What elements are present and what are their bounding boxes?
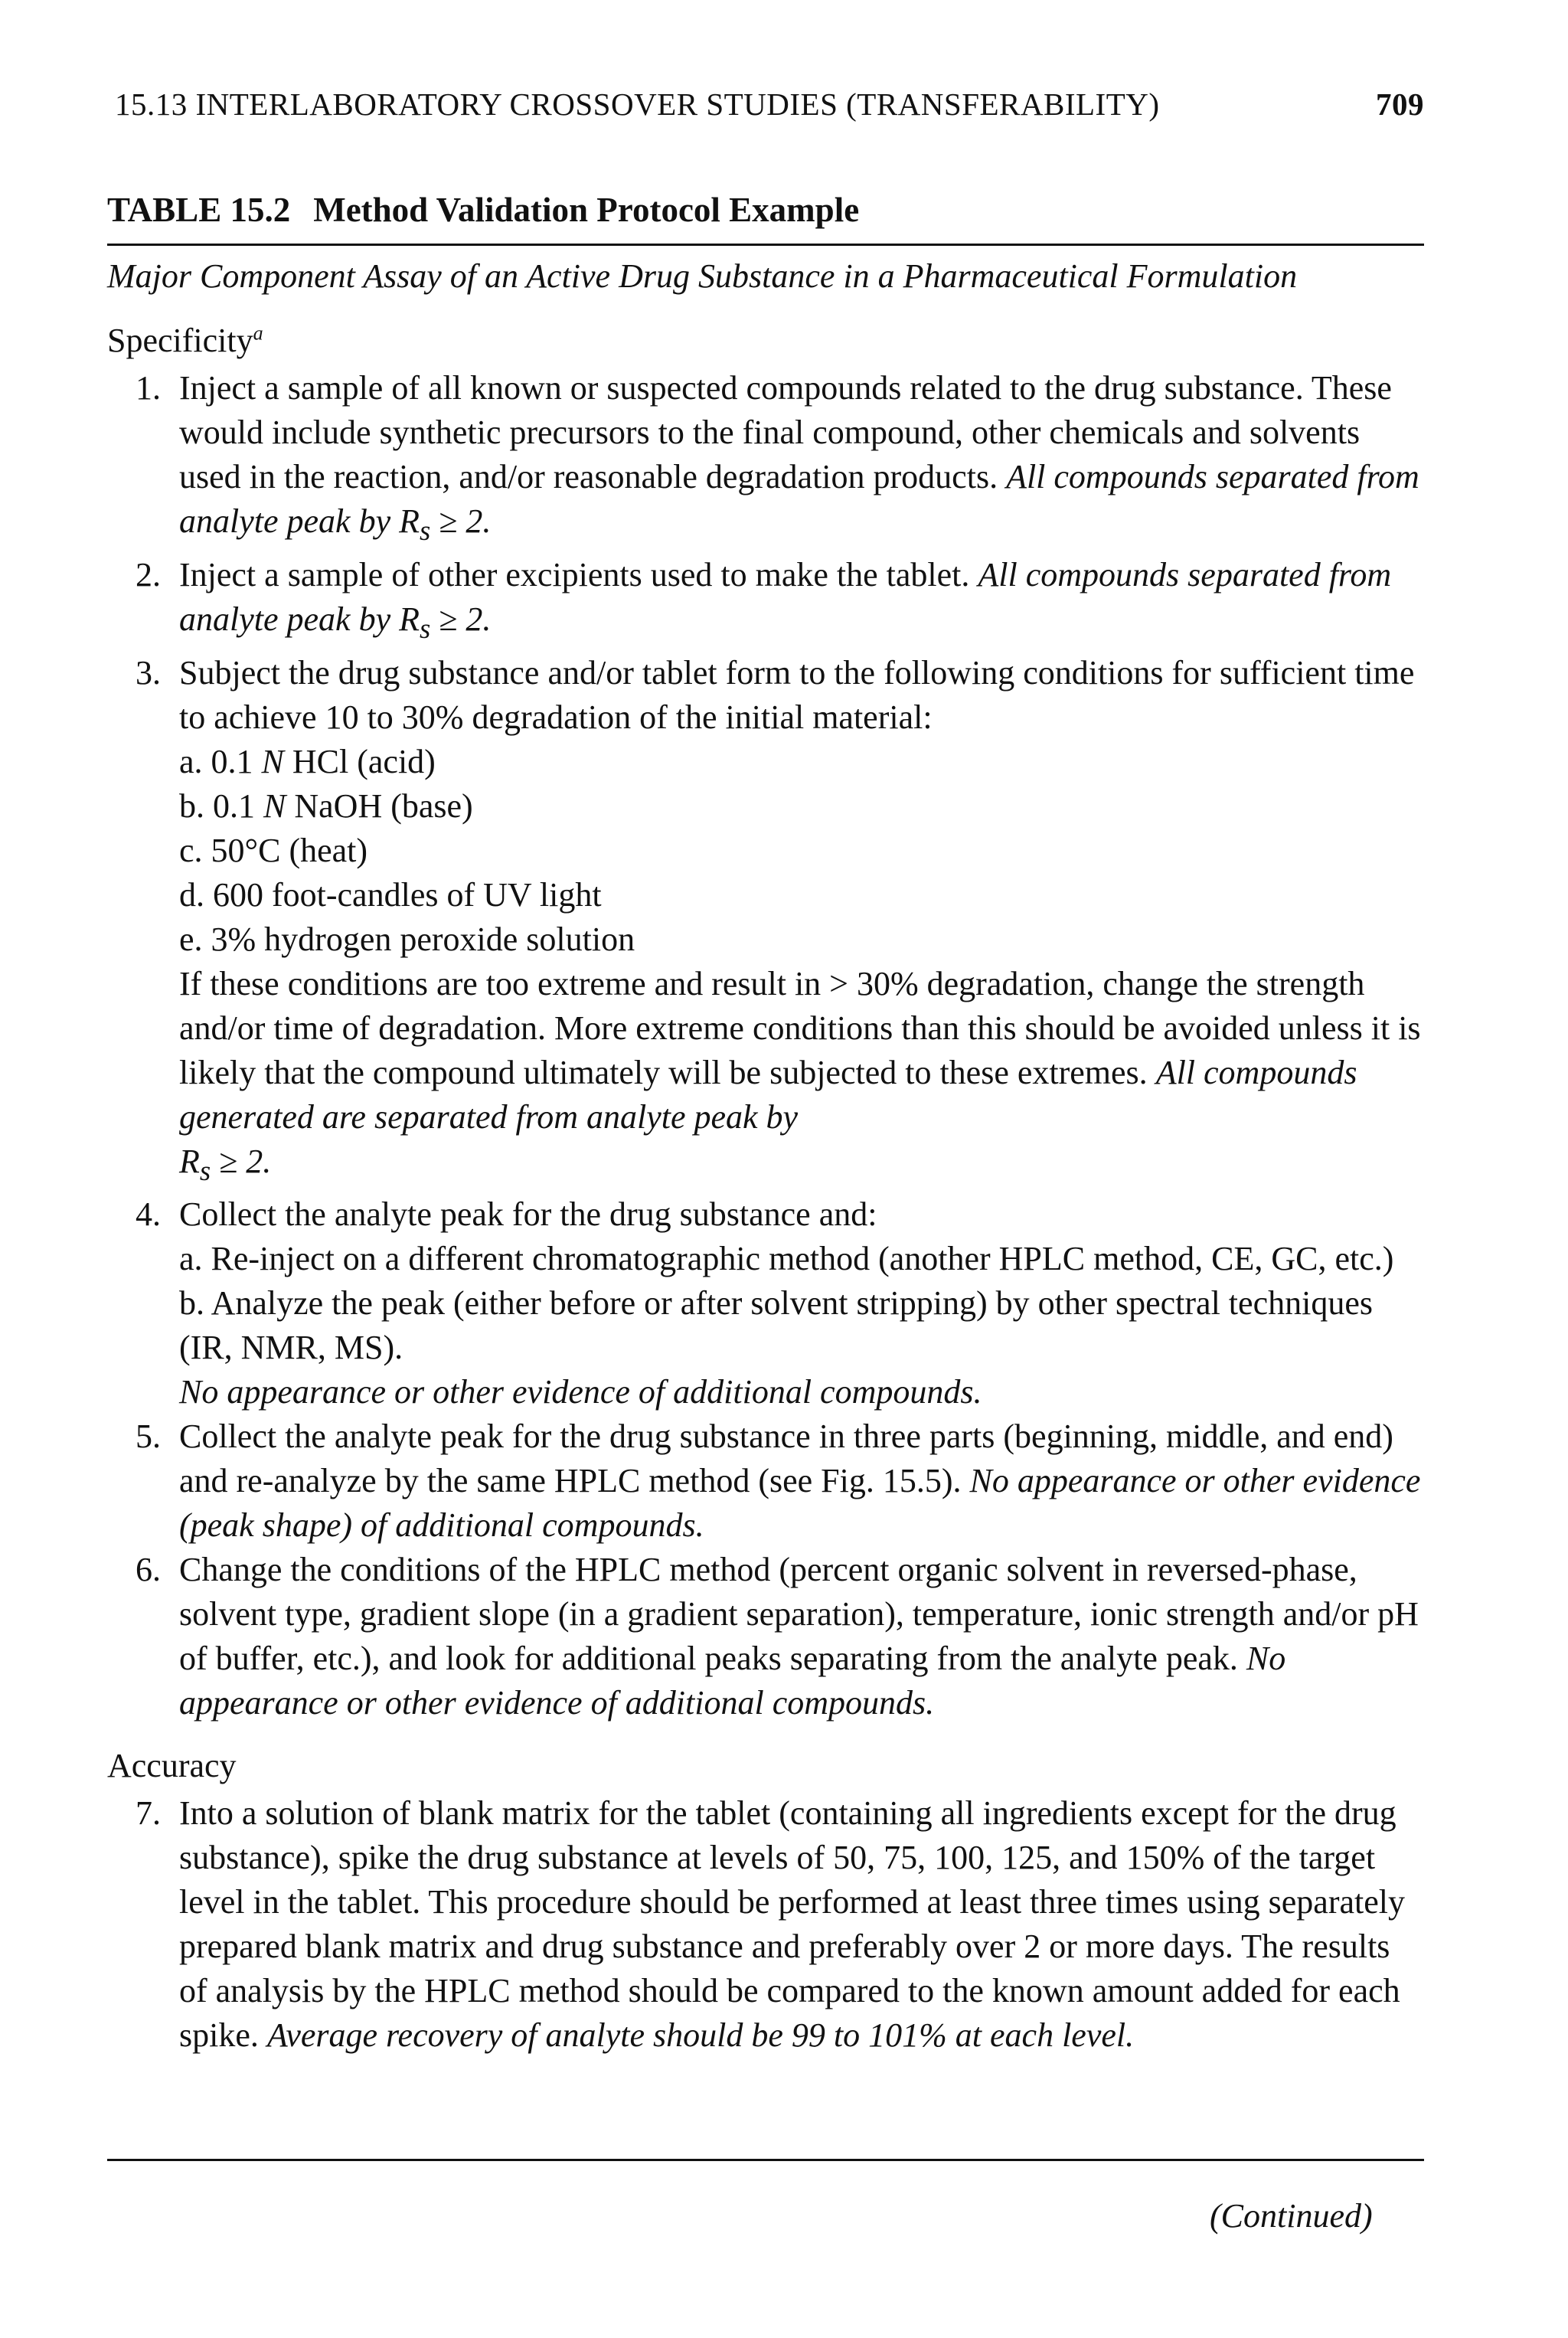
step-number: 7.: [136, 1794, 161, 1833]
step-5: [107, 1414, 1424, 1548]
step-text: Subject the drug substance and/or tablet form to the following conditions for sufficient time to achieve 10 to 30% degradation of the initial material:: [179, 653, 1415, 736]
acceptance-criterion: All compounds separated from analyte peak by $R_s \ge 2$.: [179, 555, 1392, 644]
step-text: Inject a sample of other excipients used to make the tablet.: [179, 555, 970, 593]
specificity-steps: [107, 366, 1424, 1725]
step-text: Into a solution of blank matrix for the tablet (containing all ingredients except for the drug substance), spike the drug substance at levels of 50, 75, 100, 125, and 150% of the target level in the tablet. This procedure should be performed at least three times using separately prepared blank matrix and drug substance and preferably over 2 or more days. The results of analysis by the HPLC method should be compared to the known amount added for each spike.: [179, 1794, 1405, 2055]
section-title: 15.13 INTERLABORATORY CROSSOVER STUDIES (TRANSFERABILITY): [115, 87, 1160, 122]
table-top-rule: [107, 244, 1424, 246]
acceptance-criterion: All compounds generated are separated from analyte peak by $R_s \ge 2$.: [179, 1053, 1357, 1186]
specificity-heading: Specificity$^a$: [107, 322, 263, 359]
condition-a: a. 0.1 N HCl (acid): [179, 742, 436, 780]
step-2: [107, 553, 1424, 651]
step-number: 6.: [136, 1551, 161, 1589]
step-text: Collect the analyte peak for the drug substance and:: [179, 1195, 877, 1234]
step-7: [107, 1791, 1424, 2058]
running-header: [115, 86, 1424, 123]
step-text: Collect the analyte peak for the drug substance in three parts (beginning, middle, and end) and re-analyze by the same HPLC method (see Fig. 15.5).: [179, 1418, 1393, 1500]
continued-note: (Continued): [1210, 2197, 1373, 2235]
step-number: 5.: [136, 1418, 161, 1456]
acceptance-criterion: No appearance or other evidence (peak shape) of additional compounds.: [179, 1462, 1421, 1545]
step-text-continued: If these conditions are too extreme and result in > 30% degradation, change the strength and/or time of degradation. More extreme conditions than this should be avoided unless it is likely that the compound ultimately will be subjected to these extremes.: [179, 964, 1421, 1091]
substep-a: a. Re-inject on a different chromatographic method (another HPLC method, CE, GC, etc.): [179, 1240, 1394, 1278]
degradation-conditions: [179, 740, 1424, 962]
table-bottom-rule: [107, 2159, 1424, 2161]
step-number: 1.: [136, 369, 161, 407]
step-number: 3.: [136, 653, 161, 692]
acceptance-criterion: No appearance or other evidence of additional compounds.: [179, 1640, 1286, 1722]
condition-c: c. 50°C (heat): [179, 831, 368, 869]
step-number: 2.: [136, 555, 161, 593]
accuracy-steps: [107, 1791, 1424, 2058]
condition-b: b. 0.1 N NaOH (base): [179, 786, 473, 825]
condition-e: e. 3% hydrogen peroxide solution: [179, 920, 635, 958]
acceptance-criterion: No appearance or other evidence of additional compounds.: [179, 1373, 982, 1411]
table-subtitle: Major Component Assay of an Active Drug Substance in a Pharmaceutical Formulation: [107, 257, 1298, 295]
step-6: [107, 1548, 1424, 1725]
accuracy-heading: Accuracy: [107, 1747, 237, 1785]
acceptance-criterion: All compounds separated from analyte peak by $R_s \ge 2$.: [179, 458, 1419, 546]
substep-b: b. Analyze the peak (either before or after solvent stripping) by other spectral techniques (IR, NMR, MS).: [179, 1284, 1373, 1367]
table-body: [107, 254, 1424, 2058]
table-title: [107, 190, 859, 230]
step-4: [107, 1192, 1424, 1414]
footnote-mark: a: [253, 322, 263, 345]
step-3: [107, 651, 1424, 1193]
step-number: 4.: [136, 1195, 161, 1234]
table-label: TABLE 15.2: [107, 191, 291, 229]
condition-d: d. 600 foot-candles of UV light: [179, 875, 602, 914]
step-text: Inject a sample of all known or suspected compounds related to the drug substance. These would include synthetic precursors to the final compound, other chemicals and solvents used in the reaction, and/or reasonable degradation products.: [179, 369, 1392, 495]
page-number: 709: [1376, 87, 1424, 122]
table-caption: Method Validation Protocol Example: [313, 191, 860, 229]
acceptance-criterion: Average recovery of analyte should be 99 to 101% at each level.: [266, 2016, 1135, 2055]
step-1: [107, 366, 1424, 553]
step-text: Change the conditions of the HPLC method (percent organic solvent in reversed-phase, solvent type, gradient slope (in a gradient separation), temperature, ionic strength and/or pH of buffer, etc.), and look for additional peaks separating from the analyte peak.: [179, 1551, 1419, 1678]
